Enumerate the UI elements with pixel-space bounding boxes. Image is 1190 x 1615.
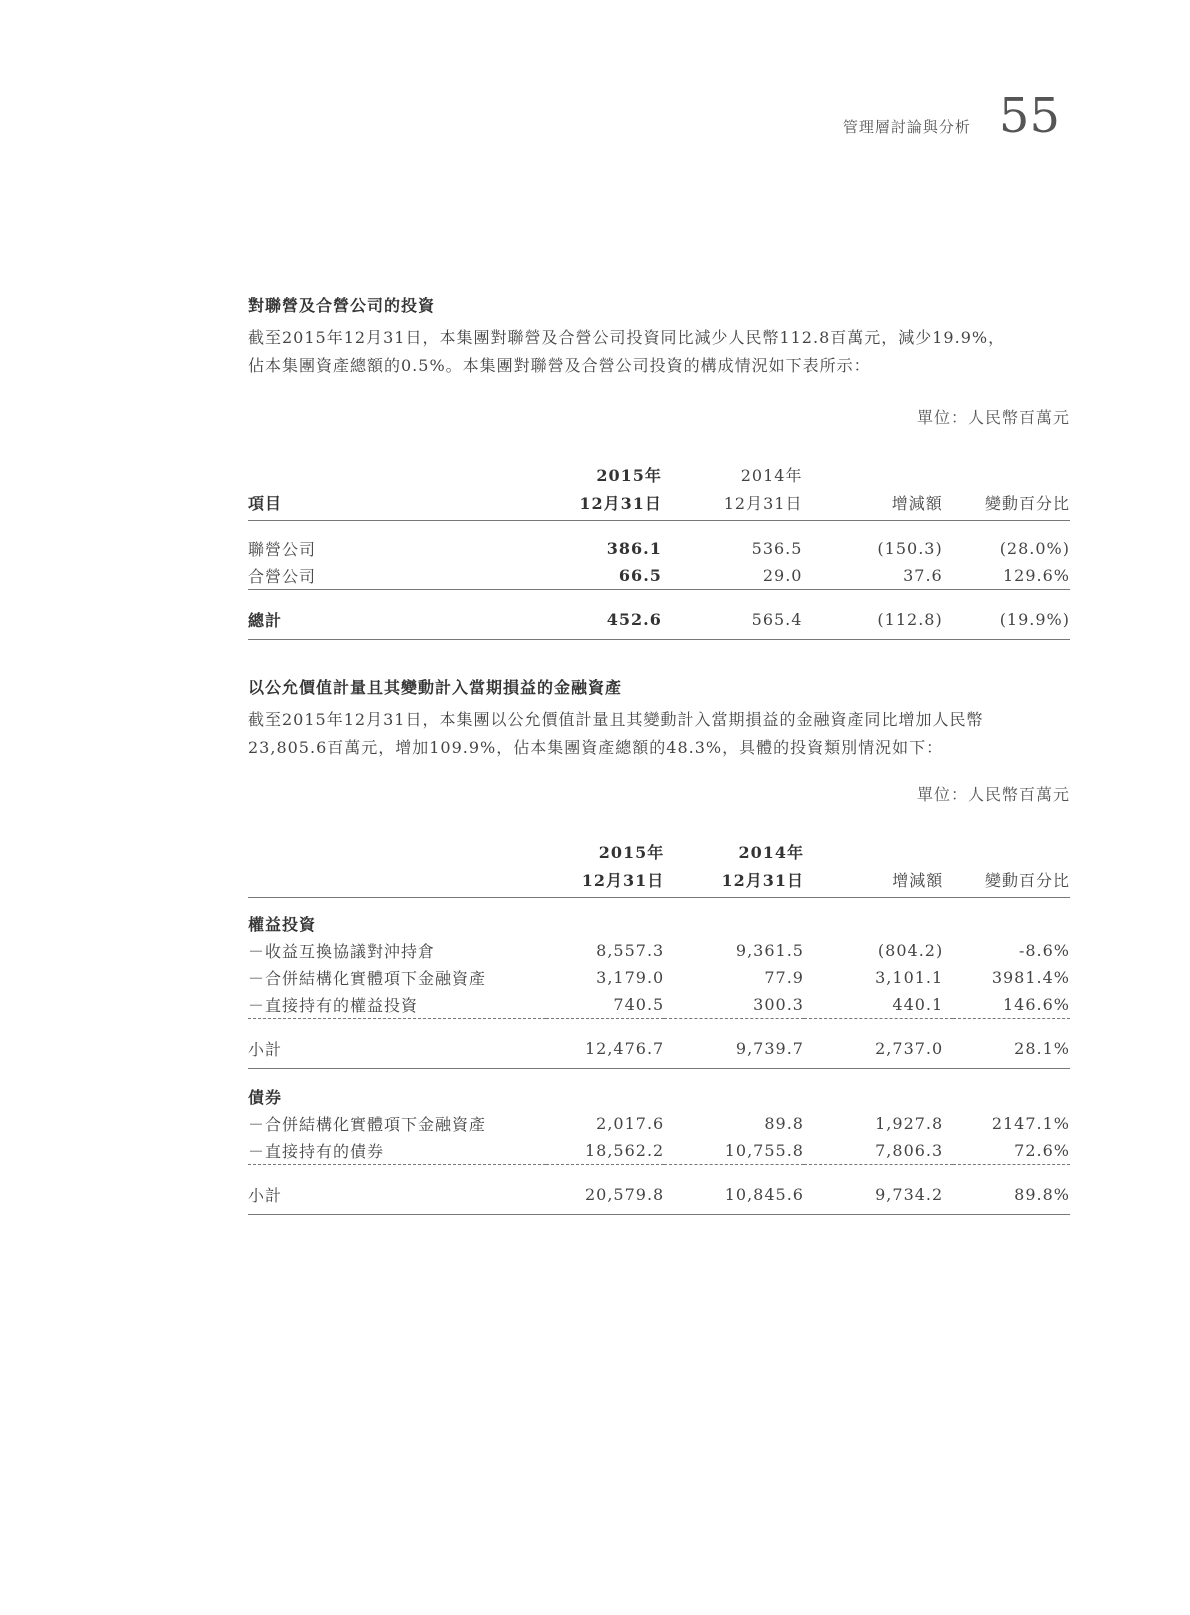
row-pct: 3981.4% bbox=[991, 968, 1070, 987]
table-row bbox=[248, 937, 1070, 964]
row-pct: 2147.1% bbox=[991, 1114, 1070, 1133]
row-pct: 129.6% bbox=[1002, 566, 1070, 585]
row-pct: 72.6% bbox=[1014, 1141, 1070, 1160]
table-row bbox=[248, 562, 1070, 590]
group-title-row bbox=[248, 910, 1070, 937]
associates-jv-table bbox=[248, 458, 1070, 640]
section1-paragraph-line2: 佔本集團資產總額的0.5%。本集團對聯營及合營公司投資的構成情況如下表所示： bbox=[248, 356, 871, 375]
col-item: 項目 bbox=[248, 494, 283, 513]
subtotal-v2014: 9,739.7 bbox=[735, 1039, 804, 1058]
group-title-row bbox=[248, 1083, 1070, 1110]
subtotal-pct: 89.8% bbox=[1014, 1185, 1070, 1204]
page-number: 55 bbox=[998, 88, 1060, 144]
row-v2015: 8,557.3 bbox=[596, 941, 665, 960]
subtotal-pct: 28.1% bbox=[1014, 1039, 1070, 1058]
col-2014-date: 12月31日 bbox=[721, 871, 804, 890]
subtotal-item: 小計 bbox=[248, 1040, 283, 1059]
row-v2015: 66.5 bbox=[618, 566, 662, 585]
section2-table-wrap bbox=[248, 835, 1070, 1215]
table-row bbox=[248, 535, 1070, 562]
subtotal-row bbox=[248, 1035, 1070, 1069]
row-v2014: 29.0 bbox=[762, 566, 803, 585]
total-change: (112.8) bbox=[877, 610, 943, 629]
subtotal-change: 9,734.2 bbox=[875, 1185, 944, 1204]
section2-paragraph-line2: 23,805.6百萬元，增加109.9%，佔本集團資產總額的48.3%，具體的投資類別情況如下： bbox=[248, 738, 944, 757]
col-change: 增減額 bbox=[891, 494, 943, 513]
col-2015-date: 12月31日 bbox=[579, 494, 662, 513]
row-v2015: 2,017.6 bbox=[596, 1114, 665, 1133]
row-item: 合營公司 bbox=[248, 567, 317, 586]
col-change: 增減額 bbox=[892, 871, 944, 890]
row-change: 3,101.1 bbox=[875, 968, 944, 987]
running-header bbox=[842, 88, 1060, 144]
row-item: －直接持有的債券 bbox=[248, 1142, 385, 1161]
row-pct: (28.0%) bbox=[999, 539, 1070, 558]
subtotal-change: 2,737.0 bbox=[875, 1039, 944, 1058]
row-v2014: 300.3 bbox=[753, 995, 804, 1014]
subtotal-v2015: 20,579.8 bbox=[584, 1185, 665, 1204]
section-associates-jv bbox=[248, 293, 1070, 380]
row-v2014: 536.5 bbox=[751, 539, 803, 558]
row-item: －合併結構化實體項下金融資產 bbox=[248, 969, 487, 988]
table-row bbox=[248, 1137, 1070, 1165]
col-2015-date: 12月31日 bbox=[581, 871, 665, 890]
row-v2014: 89.8 bbox=[764, 1114, 804, 1133]
subtotal-v2014: 10,845.6 bbox=[724, 1185, 804, 1204]
row-change: (804.2) bbox=[877, 941, 944, 960]
row-item: 聯營公司 bbox=[248, 540, 317, 559]
section2-paragraph-line1: 截至2015年12月31日，本集團以公允價值計量且其變動計入當期損益的金融資產同比增加人民幣 bbox=[248, 710, 984, 729]
section-name: 管理層討論與分析 bbox=[842, 118, 971, 136]
section1-heading: 對聯營及合營公司的投資 bbox=[248, 296, 436, 315]
total-v2015: 452.6 bbox=[606, 610, 662, 629]
row-v2014: 10,755.8 bbox=[724, 1141, 804, 1160]
section2-unit: 單位：人民幣百萬元 bbox=[916, 785, 1070, 804]
row-pct: 146.6% bbox=[1002, 995, 1070, 1014]
group2-title: 債券 bbox=[248, 1088, 283, 1107]
row-change: (150.3) bbox=[877, 539, 943, 558]
row-change: 37.6 bbox=[903, 566, 943, 585]
col-2014-year: 2014年 bbox=[738, 843, 804, 862]
table-row bbox=[248, 964, 1070, 991]
table-row bbox=[248, 1110, 1070, 1137]
total-pct: (19.9%) bbox=[999, 610, 1070, 629]
section1-unit: 單位：人民幣百萬元 bbox=[916, 408, 1070, 427]
total-row bbox=[248, 606, 1070, 640]
group1-title: 權益投資 bbox=[248, 915, 317, 934]
row-v2014: 9,361.5 bbox=[735, 941, 804, 960]
section2-heading: 以公允價值計量且其變動計入當期損益的金融資產 bbox=[248, 678, 623, 697]
col-2014-date: 12月31日 bbox=[723, 494, 803, 513]
total-v2014: 565.4 bbox=[751, 610, 803, 629]
row-v2015: 740.5 bbox=[613, 995, 665, 1014]
subtotal-row bbox=[248, 1181, 1070, 1215]
section-fvtpl-assets bbox=[248, 675, 1070, 762]
fvtpl-table bbox=[248, 835, 1070, 1215]
table-row bbox=[248, 991, 1070, 1019]
row-change: 440.1 bbox=[892, 995, 944, 1014]
total-item: 總計 bbox=[248, 611, 283, 630]
col-pct: 變動百分比 bbox=[984, 871, 1070, 890]
row-item: －直接持有的權益投資 bbox=[248, 996, 419, 1015]
subtotal-v2015: 12,476.7 bbox=[584, 1039, 665, 1058]
col-pct: 變動百分比 bbox=[984, 494, 1070, 513]
row-pct: -8.6% bbox=[1018, 941, 1070, 960]
col-2015-year: 2015年 bbox=[598, 843, 665, 862]
section1-table-wrap bbox=[248, 458, 1070, 640]
subtotal-item: 小計 bbox=[248, 1186, 283, 1205]
col-2014-year: 2014年 bbox=[740, 466, 803, 485]
section1-paragraph-line1: 截至2015年12月31日，本集團對聯營及合營公司投資同比減少人民幣112.8百萬元，減少19.9%， bbox=[248, 328, 1006, 347]
row-v2015: 386.1 bbox=[606, 539, 662, 558]
row-v2014: 77.9 bbox=[764, 968, 804, 987]
row-item: －合併結構化實體項下金融資產 bbox=[248, 1115, 487, 1134]
row-v2015: 3,179.0 bbox=[596, 968, 665, 987]
row-item: －收益互換協議對沖持倉 bbox=[248, 942, 436, 961]
row-change: 1,927.8 bbox=[875, 1114, 944, 1133]
row-change: 7,806.3 bbox=[875, 1141, 944, 1160]
row-v2015: 18,562.2 bbox=[584, 1141, 665, 1160]
col-2015-year: 2015年 bbox=[596, 466, 662, 485]
